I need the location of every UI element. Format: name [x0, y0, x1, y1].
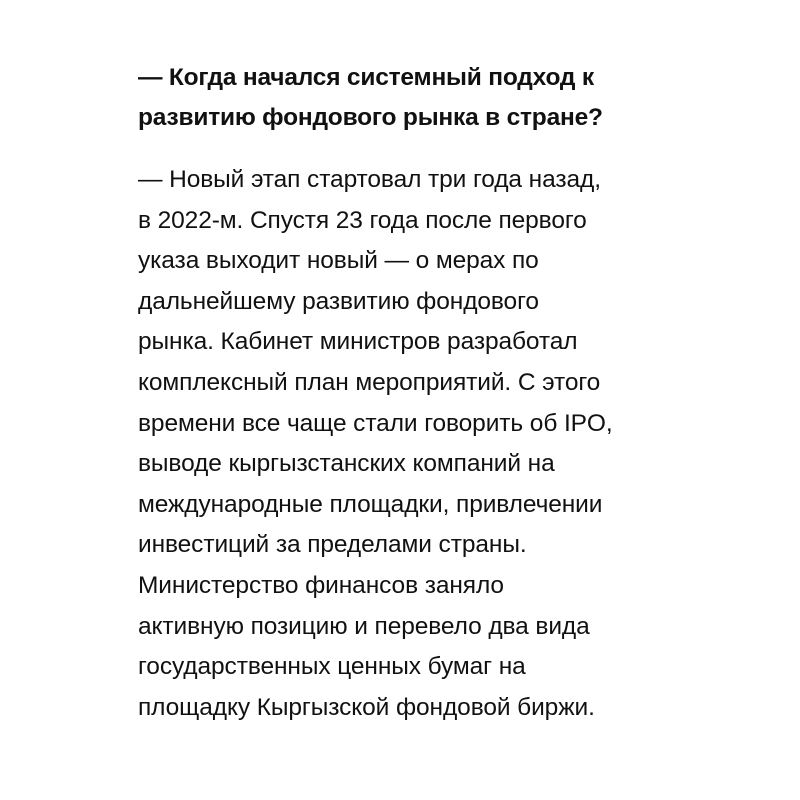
answer-line: в 2022-м. Спустя 23 года после первого — [138, 206, 587, 234]
question-line: развитию фондового рынка в стране? — [138, 104, 603, 131]
answer-line: международные площадки, привлечении — [138, 490, 603, 518]
answer-line: указа выходит новый — о мерах по — [138, 247, 539, 275]
interview-question — [138, 58, 698, 138]
answer-line: Министерство финансов заняло — [138, 571, 504, 599]
answer-line: инвестиций за пределами страны. — [138, 531, 527, 559]
question-line: — Когда начался системный подход к — [138, 64, 594, 91]
answer-line: площадку Кыргызской фондовой биржи. — [138, 693, 595, 721]
interview-answer — [138, 160, 698, 728]
answer-line: комплексный план мероприятий. С этого — [138, 368, 601, 396]
answer-line: государственных ценных бумаг на — [138, 653, 526, 681]
answer-line: дальнейшему развитию фондового — [138, 287, 539, 315]
answer-line: — Новый этап стартовал три года назад, — [138, 166, 601, 193]
answer-line: активную позицию и перевело два вида — [138, 612, 590, 640]
answer-line: рынка. Кабинет министров разработал — [138, 328, 578, 356]
answer-line: выводе кыргызстанских компаний на — [138, 450, 555, 478]
article-body — [138, 58, 698, 728]
answer-line: времени все чаще стали говорить об IPO, — [138, 409, 613, 437]
